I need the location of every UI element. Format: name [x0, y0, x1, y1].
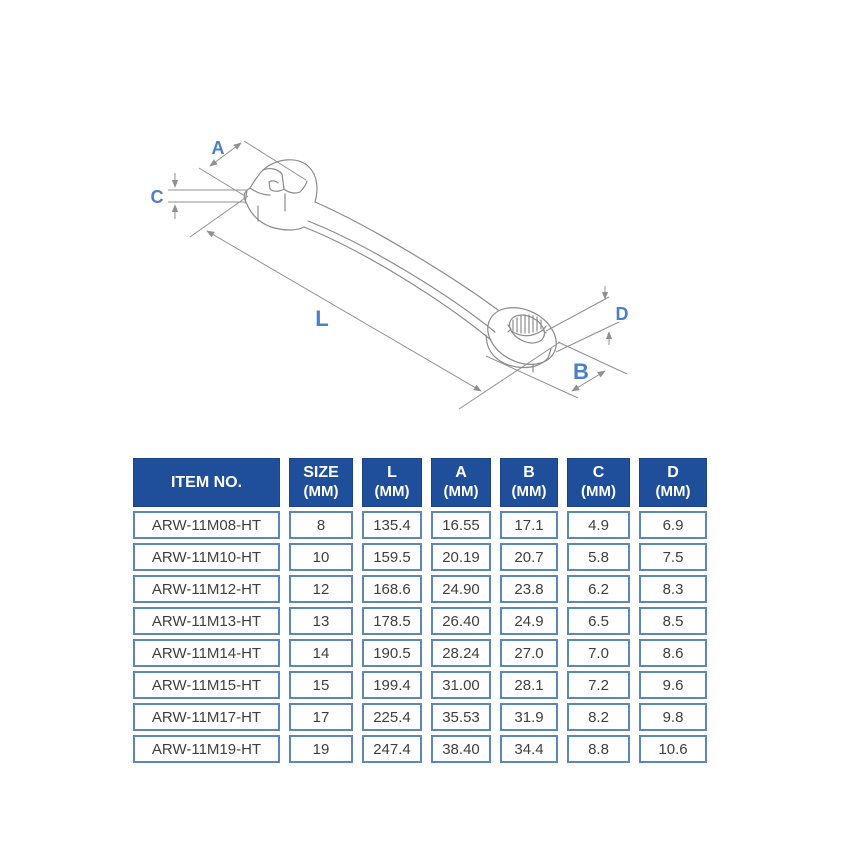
cell-item-no: ARW-11M10-HT — [133, 543, 280, 571]
cell-l: 178.5 — [362, 607, 422, 635]
cell-c: 5.8 — [567, 543, 630, 571]
cell-size: 14 — [289, 639, 353, 667]
cell-d: 8.5 — [639, 607, 707, 635]
cell-b: 34.4 — [500, 735, 558, 763]
dimension-label-b: B — [573, 359, 589, 384]
table-row — [133, 575, 707, 603]
cell-b: 23.8 — [500, 575, 558, 603]
col-header-b: B (MM) — [500, 458, 558, 507]
col-header-a: A (MM) — [431, 458, 491, 507]
cell-l: 135.4 — [362, 511, 422, 539]
table-row — [133, 703, 707, 731]
col-header-l: L (MM) — [362, 458, 422, 507]
col-header-c: C (MM) — [567, 458, 630, 507]
cell-a: 20.19 — [431, 543, 491, 571]
cell-c: 6.5 — [567, 607, 630, 635]
cell-l: 168.6 — [362, 575, 422, 603]
cell-a: 26.40 — [431, 607, 491, 635]
dimension-label-l: L — [315, 306, 329, 331]
dimension-label-d: D — [615, 304, 629, 324]
cell-l: 225.4 — [362, 703, 422, 731]
cell-d: 8.3 — [639, 575, 707, 603]
col-header-size: SIZE (MM) — [289, 458, 353, 507]
cell-item-no: ARW-11M17-HT — [133, 703, 280, 731]
col-header-item-no: ITEM NO. — [133, 458, 280, 507]
cell-a: 28.24 — [431, 639, 491, 667]
cell-item-no: ARW-11M14-HT — [133, 639, 280, 667]
cell-c: 6.2 — [567, 575, 630, 603]
cell-item-no: ARW-11M19-HT — [133, 735, 280, 763]
table-row — [133, 639, 707, 667]
dim-d-extension — [546, 297, 609, 331]
dim-l-arrow — [207, 231, 481, 391]
cell-l: 247.4 — [362, 735, 422, 763]
cell-d: 7.5 — [639, 543, 707, 571]
cell-c: 4.9 — [567, 511, 630, 539]
wrench-technical-drawing — [140, 118, 685, 423]
cell-d: 9.6 — [639, 671, 707, 699]
ratchet-teeth — [508, 315, 546, 336]
col-header-d: D (MM) — [639, 458, 707, 507]
table-row — [133, 607, 707, 635]
cell-size: 17 — [289, 703, 353, 731]
dim-a-extension — [199, 168, 245, 196]
cell-size: 19 — [289, 735, 353, 763]
cell-b: 28.1 — [500, 671, 558, 699]
table-row — [133, 543, 707, 571]
cell-b: 20.7 — [500, 543, 558, 571]
cell-b: 24.9 — [500, 607, 558, 635]
table-row — [133, 671, 707, 699]
dimension-label-c: C — [150, 187, 164, 207]
cell-size: 10 — [289, 543, 353, 571]
cell-a: 16.55 — [431, 511, 491, 539]
cell-l: 190.5 — [362, 639, 422, 667]
cell-a: 31.00 — [431, 671, 491, 699]
cell-a: 38.40 — [431, 735, 491, 763]
table-row — [133, 735, 707, 763]
dim-d-extension — [556, 322, 619, 352]
cell-size: 12 — [289, 575, 353, 603]
cell-c: 7.0 — [567, 639, 630, 667]
header-row — [133, 458, 707, 507]
dim-l-extension — [459, 342, 560, 409]
spec-table — [124, 454, 716, 767]
cell-size: 15 — [289, 671, 353, 699]
cell-item-no: ARW-11M15-HT — [133, 671, 280, 699]
cell-a: 24.90 — [431, 575, 491, 603]
cell-l: 159.5 — [362, 543, 422, 571]
table-row — [133, 511, 707, 539]
cell-c: 8.8 — [567, 735, 630, 763]
cell-a: 35.53 — [431, 703, 491, 731]
cell-d: 10.6 — [639, 735, 707, 763]
dimension-label-a: A — [211, 138, 225, 158]
cell-item-no: ARW-11M13-HT — [133, 607, 280, 635]
cell-c: 8.2 — [567, 703, 630, 731]
cell-c: 7.2 — [567, 671, 630, 699]
dim-b-extension — [486, 356, 578, 398]
cell-item-no: ARW-11M12-HT — [133, 575, 280, 603]
cell-size: 13 — [289, 607, 353, 635]
cell-item-no: ARW-11M08-HT — [133, 511, 280, 539]
cell-d: 8.6 — [639, 639, 707, 667]
cell-d: 6.9 — [639, 511, 707, 539]
cell-b: 27.0 — [500, 639, 558, 667]
cell-l: 199.4 — [362, 671, 422, 699]
cell-b: 31.9 — [500, 703, 558, 731]
cell-b: 17.1 — [500, 511, 558, 539]
dim-b-extension — [558, 342, 627, 374]
cell-size: 8 — [289, 511, 353, 539]
cell-d: 9.8 — [639, 703, 707, 731]
wrench-outline — [244, 160, 566, 376]
